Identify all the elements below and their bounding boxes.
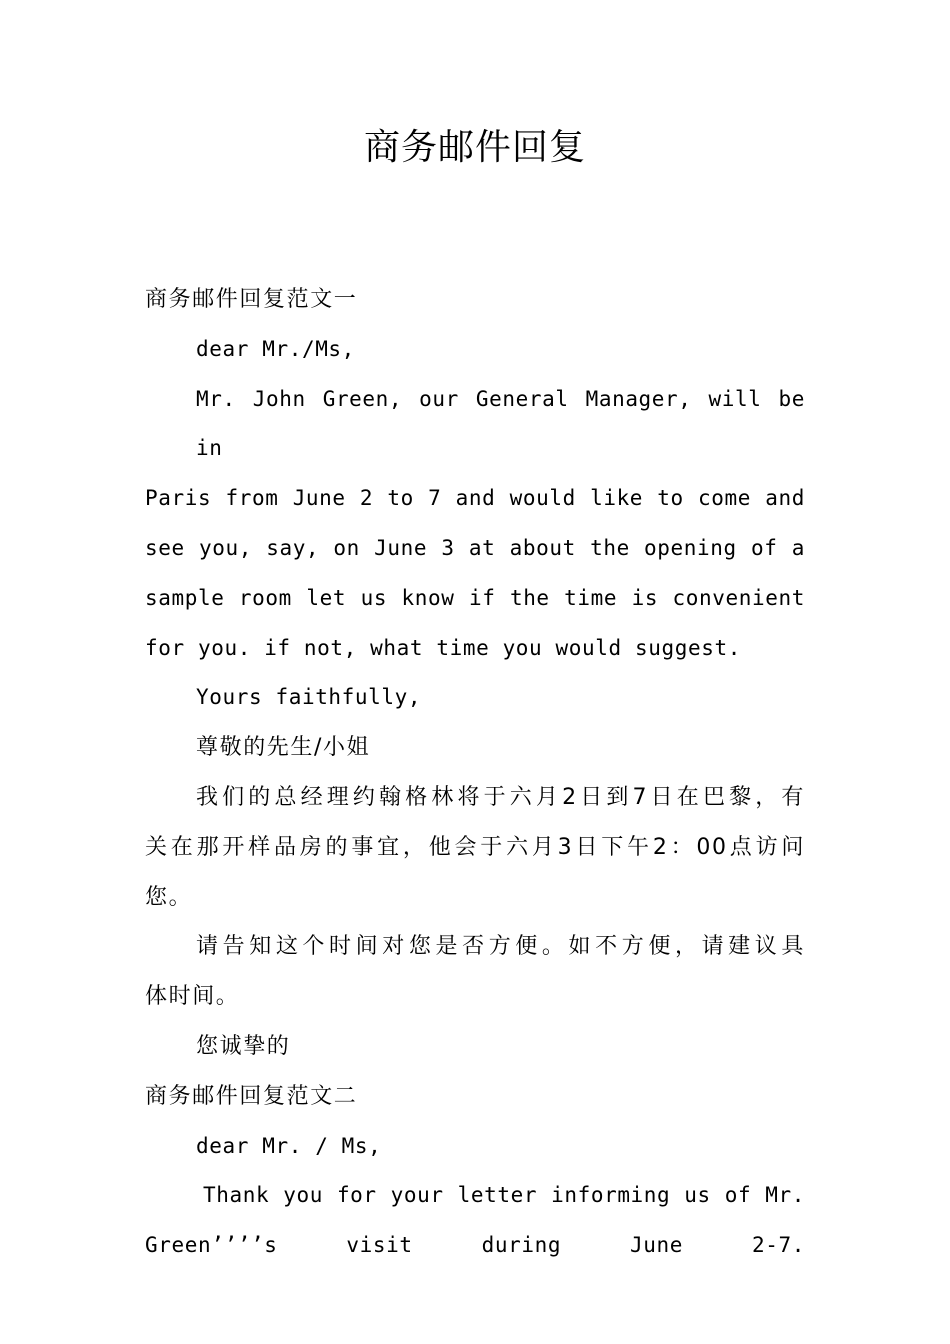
cn-para-line: 您。 [145,884,193,910]
sample1-heading: 商务邮件回复范文一 [145,287,358,312]
sample1-salutation: dear Mr./Ms, [196,336,355,361]
cn-para-line: 请告知这个时间对您是否方便。如不方便，请建议具 [196,934,805,960]
cn-para-line: 体时间。 [145,984,240,1010]
sample2-para-line: Thank you for your letter informing us of Mr. [203,1183,805,1208]
sample1-cn-salutation: 尊敬的先生/小姐 [196,735,371,761]
sample1-para-line: Mr. John Green, our General Manager, will be in [196,386,805,461]
sample1-para-line: see you, say, on June 3 at about the opening of a [145,535,805,560]
sample1-cn-paragraph-1 [145,773,805,922]
document-title: 商务邮件回复 [363,127,586,168]
sample2-paragraph [145,1171,805,1271]
sample1-cn-paragraph-2 [145,922,805,1022]
sample2-para-line: Green’’’’s visit during June 2-7. [145,1233,805,1258]
sample1-para-line: sample room let us know if the time is convenient [145,585,805,610]
sample2-salutation: dear Mr. / Ms, [196,1133,382,1158]
cn-para-line: 关在那开样品房的事宜，他会于六月3日下午2：00点访问 [145,834,805,860]
document-body [145,275,805,1271]
sample1-para-line: for you. if not, what time you would suggest. [145,635,741,660]
sample1-paragraph [145,375,805,674]
cn-para-line: 我们的总经理约翰格林将于六月2日到7日在巴黎，有 [196,784,805,810]
sample1-cn-closing: 您诚挚的 [196,1033,291,1059]
sample1-closing: Yours faithfully, [196,685,422,710]
sample1-para-line: Paris from June 2 to 7 and would like to come and [145,486,805,511]
sample2-heading: 商务邮件回复范文二 [145,1083,358,1109]
